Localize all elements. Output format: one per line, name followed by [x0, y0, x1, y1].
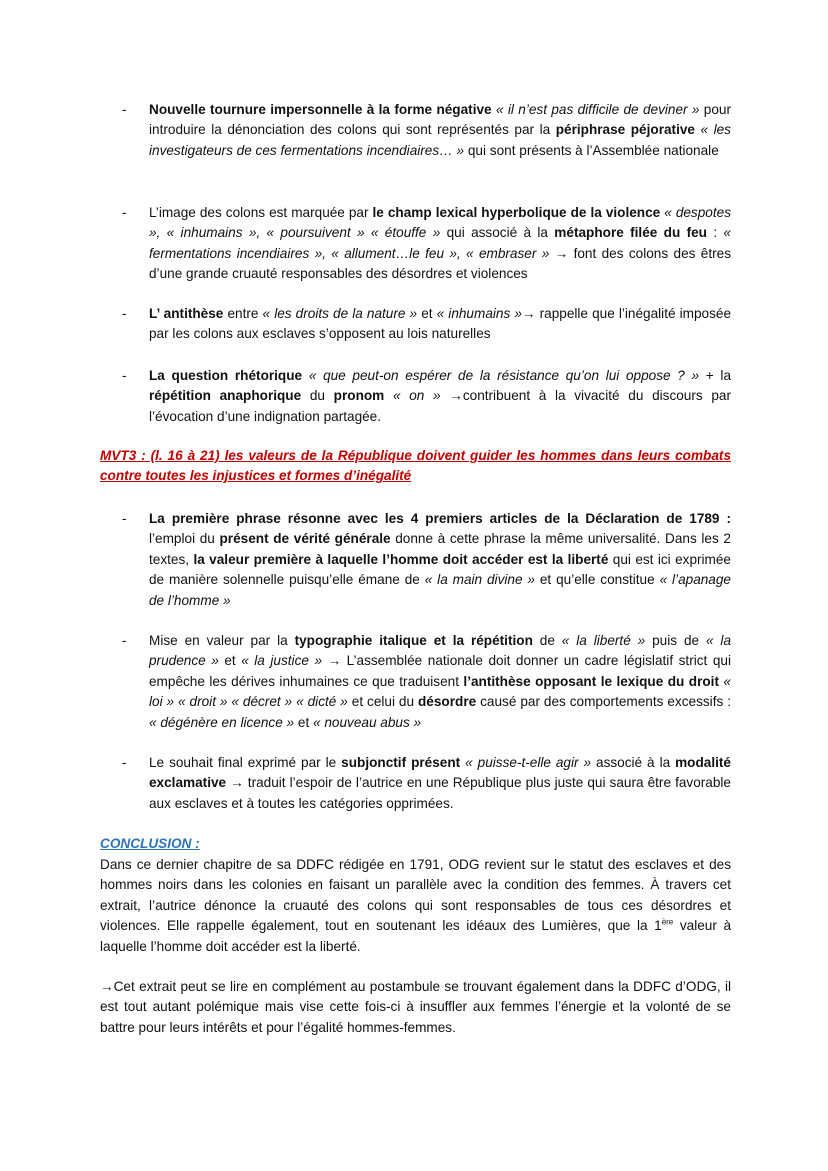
bullet-text [149, 366, 731, 427]
quote: « fermentations incendiaires », « allument…le feu », « embraser » [149, 225, 731, 261]
text-run: la valeur première à laquelle l’homme doit accéder est la liberté [193, 551, 609, 567]
quote: « puisse-t-elle agir » [465, 755, 592, 770]
bullet-dash: - [122, 306, 127, 321]
text-run: métaphore filée du feu [554, 225, 707, 241]
text-run: désordre [418, 694, 477, 710]
conclusion-paragraph-2: →Cet extrait peut se lire en complément au postambule se trouvant également dans la DDFC d’ODG, il est tout autant polémique mais vise cette fois-ci à insuffler aux femmes l’énergie et la volonté de se battre pour leurs intérêts et pour l’égalité hommes-femmes. [100, 979, 731, 1035]
text-run: valeur à laquelle l’homme doit accéder est la liberté. [100, 918, 731, 954]
text-run: Mise en valeur par la [149, 633, 295, 648]
quote: « la main divine » [424, 572, 535, 588]
text-run: et [218, 653, 242, 669]
text-run: qui associé à la [440, 225, 555, 241]
text-run: pronom [333, 388, 385, 404]
text-run: L’image des colons est marquée par [149, 205, 373, 220]
movement-heading: MVT3 : (l. 16 à 21) les valeurs de la République doivent guider les hommes dans leurs combats contre toutes les injustices et formes d’inégalité [100, 448, 731, 484]
quote: « la justice » [241, 653, 323, 669]
conclusion-title: CONCLUSION : [100, 836, 200, 851]
text-run: → L’assemblée nationale doit donner un cadre législatif strict qui empêche les dérives inhumaines ce que traduisent [149, 653, 731, 689]
bullet-dash: - [122, 368, 127, 383]
analysis-bullet [100, 753, 731, 814]
text-run: → traduit l’espoir de l’autrice en une République plus juste qui saura être favorable aux esclaves et à toutes les catégories opprimées. [149, 775, 731, 811]
quote: « que peut-on espérer de la résistance qu’on lui oppose ? » [308, 368, 700, 383]
text-run: et celui du [347, 694, 418, 710]
text-run: donne à cette phrase la même universalité. Dans les 2 textes, [149, 531, 731, 567]
bullet-text [149, 203, 731, 285]
quote: « les investigateurs de ces fermentations incendiaires… » [149, 122, 731, 158]
bullet-text [149, 100, 731, 161]
quote: « inhumains » [436, 306, 522, 321]
bullet-dash: - [122, 205, 127, 220]
text-run: de [532, 633, 562, 648]
text-run: l’antithèse opposant le lexique du droit [463, 673, 719, 689]
text-run: entre [223, 306, 263, 321]
analysis-bullet [100, 509, 731, 611]
text-run: → rappelle que l’inégalité imposée par les colons aux esclaves s’opposent au lois naturelles [149, 306, 732, 342]
bullet-dash: - [122, 511, 127, 526]
text-run: et [294, 714, 314, 730]
text-run: modalité exclamative [149, 755, 731, 791]
bullet-text [149, 304, 731, 345]
text-run: typographie italique et la répétition [294, 633, 533, 648]
text-run: : [706, 225, 724, 241]
text-run: La question rhétorique [149, 368, 303, 383]
bullet-text [149, 509, 731, 611]
analysis-bullet [100, 304, 731, 345]
text-run: subjonctif présent [341, 755, 461, 770]
text-run: et [417, 306, 437, 321]
analysis-bullet [100, 631, 731, 733]
text-run: répétition anaphorique [149, 388, 302, 404]
analysis-bullet [100, 100, 731, 161]
text-run: causé par des comportements excessifs : [476, 694, 731, 710]
text-run: qui est ici exprimée de manière solennelle puisqu’elle émane de [149, 551, 731, 588]
analysis-bullet [100, 366, 731, 427]
bullet-dash: - [122, 755, 127, 770]
text-run: pour introduire la dénonciation des colons qui sont représentés par la [149, 102, 732, 138]
quote: « despotes », « inhumains », « poursuivent » « étouffe » [149, 205, 731, 241]
text-run: Dans ce dernier chapitre de sa DDFC rédigée en 1791, ODG revient sur le statut des esclaves et des hommes noirs dans les colonies en faisant un parallèle avec la condition des femmes. À travers cet extrait, l’autrice dénonce la cruauté des colons qui sont responsables de tous ces désordres et violences. Elle rappelle également, tout en soutenant les idéaux des Lumières, que la 1 [100, 857, 731, 934]
bullet-dash: - [122, 633, 127, 648]
quote: « on » [392, 388, 441, 404]
text-run: puis de [645, 633, 706, 648]
text-run: La première phrase résonne avec les 4 premiers articles de la Déclaration de 1789 : [149, 511, 731, 526]
text-run: du [301, 388, 334, 404]
text-run: périphrase péjorative [555, 122, 695, 138]
text-run: et qu’elle constitue [534, 572, 660, 588]
text-run: L’ antithèse [149, 306, 224, 321]
bullet-dash: - [122, 102, 127, 117]
conclusion-paragraph [100, 855, 731, 957]
text-run: l’emploi du [149, 531, 220, 547]
superscript: ère [661, 917, 674, 927]
quote: « la liberté » [561, 633, 646, 648]
analysis-bullet [100, 203, 731, 285]
text-run [302, 368, 309, 383]
text-run: présent de vérité générale [219, 531, 391, 547]
text-run: + la [699, 368, 732, 383]
text-run: Le souhait final exprimé par le [149, 755, 342, 770]
text-run [384, 388, 393, 403]
text-run: le champ lexical hyperbolique de la violence [372, 205, 661, 220]
quote: « il n’est pas difficile de deviner » [495, 102, 700, 117]
quote: « dégénère en licence » [149, 714, 295, 730]
text-run: qui sont présents à l’Assemblée nationale [464, 142, 719, 158]
text-run: Nouvelle tournure impersonnelle à la forme négative [149, 102, 492, 117]
quote: « l’apanage de l’homme » [149, 572, 731, 608]
text-run: associé à la [591, 755, 676, 770]
quote: « la prudence » [149, 633, 732, 669]
quote: « loi » « droit » « décret » « dicté » [149, 673, 731, 710]
quote: « nouveau abus » [313, 714, 422, 730]
text-run: →contribuent à la vivacité du discours par l’évocation d’une indignation partagée. [149, 388, 732, 424]
text-run: → font des colons des êtres d’une grande cruauté responsables des désordres et violences [149, 245, 731, 282]
bullet-text [149, 753, 731, 814]
quote: « les droits de la nature » [262, 306, 418, 321]
bullet-text [149, 631, 731, 733]
